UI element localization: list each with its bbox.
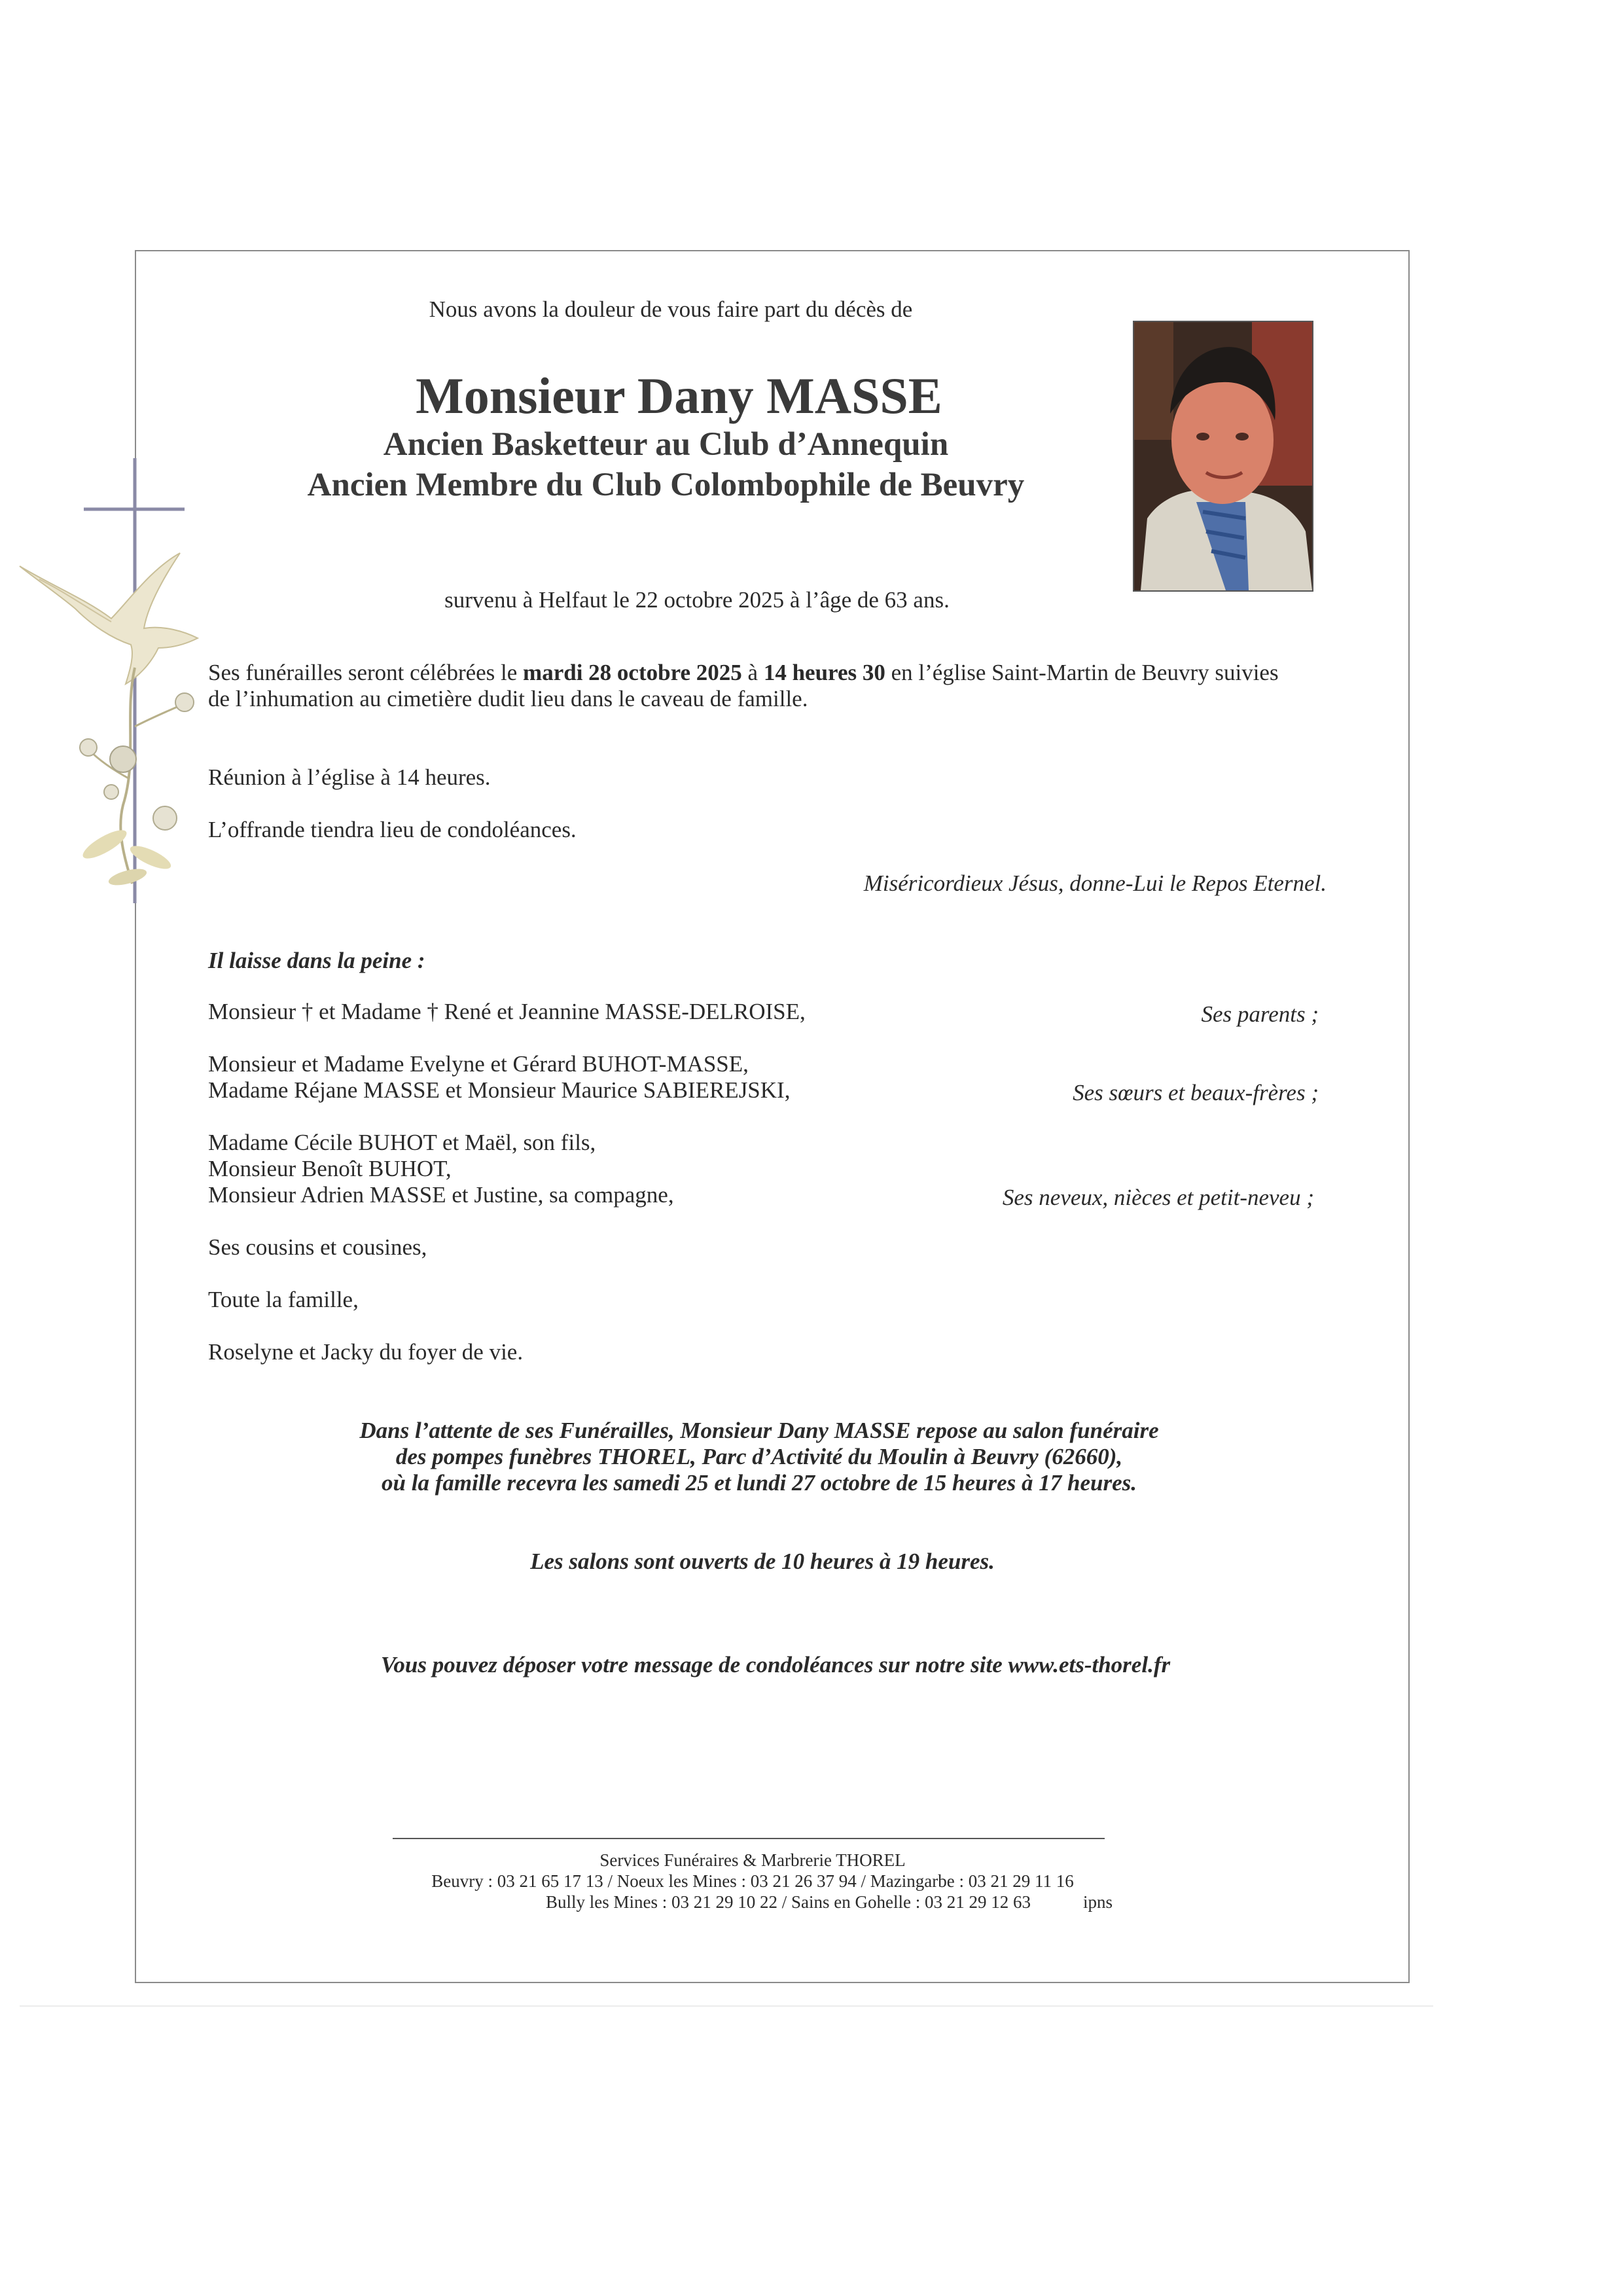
death-details: survenu à Helfaut le 22 octobre 2025 à l’âge de 63 ans. bbox=[444, 587, 950, 613]
footer-company: Services Funéraires & Marbrerie THOREL bbox=[599, 1850, 906, 1870]
family-heading: Il laisse dans la peine : bbox=[208, 948, 425, 973]
nephew-line-2: Monsieur Benoît BUHOT, bbox=[208, 1156, 452, 1181]
salon-info bbox=[0, 1418, 1518, 1496]
funeral-details bbox=[208, 660, 1360, 712]
footer-divider bbox=[393, 1838, 1105, 1839]
footer-phones-2-row bbox=[393, 1892, 1113, 1912]
flower-branch-icon bbox=[79, 668, 194, 888]
relation-siblings: Ses sœurs et beaux-frères ; bbox=[1073, 1080, 1319, 1105]
deceased-subtitle-2: Ancien Membre du Club Colombophile de Beuvry bbox=[307, 467, 1025, 503]
funeral-text-a: Ses funérailles seront célébrées le bbox=[208, 660, 524, 685]
relation-nephews: Ses neveux, nièces et petit-neveu ; bbox=[1002, 1185, 1314, 1210]
sibling-line-2: Madame Réjane MASSE et Monsieur Maurice SABIEREJSKI, bbox=[208, 1077, 791, 1103]
reunion-text: Réunion à l’église à 14 heures. bbox=[208, 764, 491, 790]
funeral-time: 14 heures 30 bbox=[763, 660, 885, 685]
nephew-line-3: Monsieur Adrien MASSE et Justine, sa compagne, bbox=[208, 1182, 674, 1208]
relation-parents: Ses parents ; bbox=[1201, 1001, 1319, 1027]
family-cousins: Ses cousins et cousines, bbox=[208, 1234, 427, 1260]
dove-icon bbox=[20, 553, 198, 684]
announcement-intro: Nous avons la douleur de vous faire part du décès de bbox=[429, 296, 913, 322]
deceased-name: Monsieur Dany MASSE bbox=[416, 367, 942, 424]
nephew-line-1: Madame Cécile BUHOT et Maël, son fils, bbox=[208, 1130, 596, 1155]
salon-hours: Les salons sont ouverts de 10 heures à 19 heures. bbox=[530, 1549, 995, 1574]
funeral-line-1 bbox=[208, 660, 1360, 686]
footer-phones-1: Beuvry : 03 21 65 17 13 / Noeux les Mines : 03 21 26 37 94 / Mazingarbe : 03 21 29 11 16 bbox=[431, 1871, 1074, 1891]
salon-line-2: des pompes funèbres THOREL, Parc d’Activité du Moulin à Beuvry (62660), bbox=[395, 1444, 1123, 1469]
scan-edge-line bbox=[20, 2005, 1433, 2007]
family-foyer: Roselyne et Jacky du foyer de vie. bbox=[208, 1339, 524, 1365]
funeral-text-b: à bbox=[741, 660, 764, 685]
family-siblings bbox=[208, 1051, 790, 1103]
funeral-text-c: en l’église Saint-Martin de Beuvry suivies bbox=[885, 660, 1279, 685]
salon-line-1: Dans l’attente de ses Funérailles, Monsieur Dany MASSE repose au salon funéraire bbox=[359, 1418, 1159, 1443]
sibling-line-1: Monsieur et Madame Evelyne et Gérard BUHOT-MASSE, bbox=[208, 1051, 749, 1077]
cross-icon bbox=[84, 458, 185, 903]
footer-phones-2: Bully les Mines : 03 21 29 10 22 / Sains en Gohelle : 03 21 29 12 63 bbox=[546, 1892, 1031, 1912]
prayer-text: Miséricordieux Jésus, donne-Lui le Repos Eternel. bbox=[863, 870, 1327, 896]
salon-line-3: où la famille recevra les samedi 25 et lundi 27 octobre de 15 heures à 17 heures. bbox=[382, 1470, 1137, 1496]
footer-code: ipns bbox=[1082, 1892, 1113, 1912]
condolence-website: Vous pouvez déposer votre message de condoléances sur notre site www.ets-thorel.fr bbox=[380, 1652, 1171, 1677]
offering-text: L’offrande tiendra lieu de condoléances. bbox=[208, 817, 577, 842]
funeral-date: mardi 28 octobre 2025 bbox=[523, 660, 742, 685]
family-parents: Monsieur † et Madame † René et Jeannine MASSE-DELROISE, bbox=[208, 999, 806, 1024]
family-all: Toute la famille, bbox=[208, 1287, 359, 1312]
family-nephews bbox=[208, 1130, 674, 1208]
deceased-subtitle-1: Ancien Basketteur au Club d’Annequin bbox=[383, 426, 949, 463]
funeral-line-2: de l’inhumation au cimetière dudit lieu dans le caveau de famille. bbox=[208, 686, 808, 711]
